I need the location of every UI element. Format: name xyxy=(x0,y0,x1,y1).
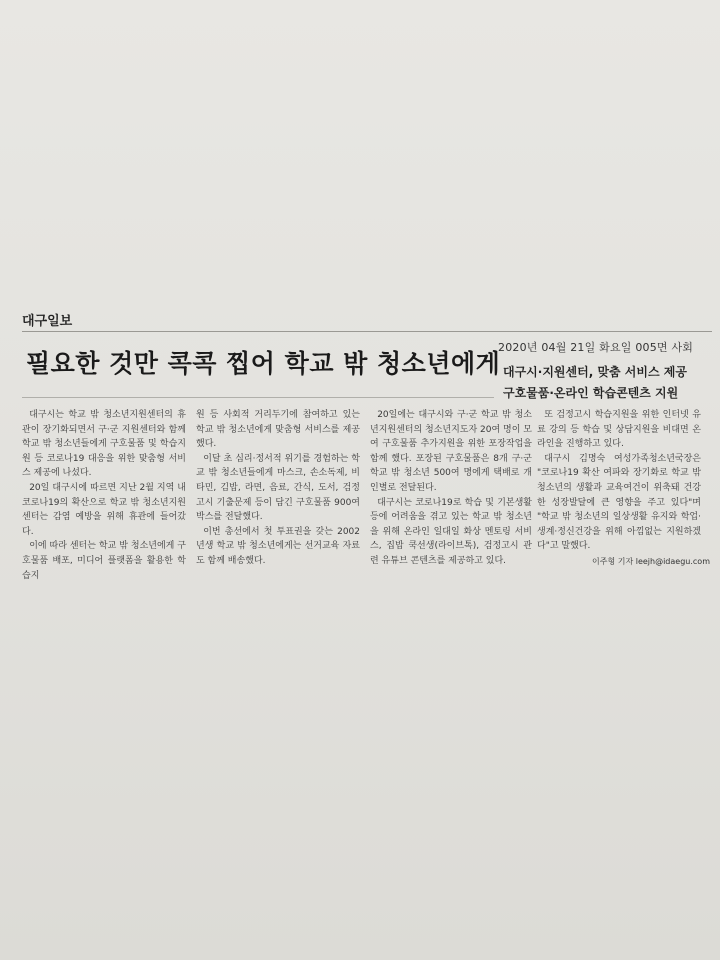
article-column-2 xyxy=(196,408,360,569)
paragraph: 대구시는 코로나19로 학습 및 기본생활 등에 어려움을 겪고 있는 학교 밖 청소년을 위해 온라인 일대일 화상 멘토링 서비스, 집밥 쿡선생(라이브톡), 검정고시 관련 유튜브 콘텐츠를 제공하고 있다. xyxy=(370,497,532,566)
article-column-4 xyxy=(537,408,701,554)
paragraph: 20일에는 대구시와 구·군 학교 밖 청소년지원센터의 청소년지도자 20여 명이 모여 구호물품 추가지원을 위한 포장작업을 함께 했다. 포장된 구호물품은 8개 구·군 학교 밖 청소년 500여 명에게 택배로 개인별로 전달된다. xyxy=(370,410,533,493)
reporter-byline: 이주형 기자 leejh@idaegu.com xyxy=(592,557,710,566)
paragraph: 대구시는 학교 밖 청소년지원센터의 휴관이 장기화되면서 구·군 지원센터와 함께 학교 밖 청소년들에게 구호물품 및 학습지원 등 코로나19 대응을 위한 맞춤형 서비스 제공에 나섰다. xyxy=(22,410,186,479)
paragraph: 대구시 김명숙 여성가족청소년국장은 "코로나19 확산 여파와 장기화로 학교 밖 청소년의 생활과 교육여건이 위축돼 건강한 성장발달에 큰 영향을 주고 있다"며 "학교 밖 청소년의 일상생활 유지와 학업·생계·정신건강을 위해 아낌없는 지원하겠다"고 말했다. xyxy=(537,453,701,552)
top-divider xyxy=(22,331,712,332)
paragraph: 원 등 사회적 거리두기에 참여하고 있는 학교 밖 청소년에게 맞춤형 서비스를 제공했다. xyxy=(196,410,360,450)
headline-divider xyxy=(22,397,494,398)
paragraph: 또 검정고시 학습지원을 위한 인터넷 유료 강의 등 학습 및 상담지원을 비대면 온라인을 진행하고 있다. xyxy=(537,410,701,450)
paragraph: 이번 총선에서 첫 투표권을 갖는 2002년생 학교 밖 청소년에게는 선거교육 자료도 함께 배송했다. xyxy=(196,526,360,566)
newspaper-source: 대구일보 xyxy=(22,314,73,329)
article-column-3 xyxy=(370,408,532,569)
paragraph: 20일 대구시에 따르면 지난 2월 지역 내 코로나19의 확산으로 학교 밖 청소년지원센터는 감염 예방을 위해 휴관에 들어갔다. xyxy=(22,482,186,537)
dateline: 2020년 04월 21일 화요일 005면 사회 xyxy=(498,341,694,354)
subhead-line-2: 구호물품·온라인 학습콘텐츠 지원 xyxy=(503,386,679,400)
paragraph: 이에 따라 센터는 학교 밖 청소년에게 구호물품 배포, 미디어 플랫폼을 활용한 학습지 xyxy=(22,541,186,581)
article-subhead xyxy=(503,362,713,404)
subhead-line-1: 대구시·지원센터, 맞춤 서비스 제공 xyxy=(503,365,687,379)
paragraph: 이달 초 심리·정서적 위기를 경험하는 학교 밖 청소년들에게 마스크, 손소독제, 비타민, 김밥, 라면, 음료, 간식, 도서, 검정고시 기출문제 등이 담긴 구호물품 900여 박스를 전달했다. xyxy=(196,453,360,523)
article-column-1 xyxy=(22,408,186,583)
article-headline: 필요한 것만 콕콕 찝어 학교 밖 청소년에게 xyxy=(26,349,501,378)
